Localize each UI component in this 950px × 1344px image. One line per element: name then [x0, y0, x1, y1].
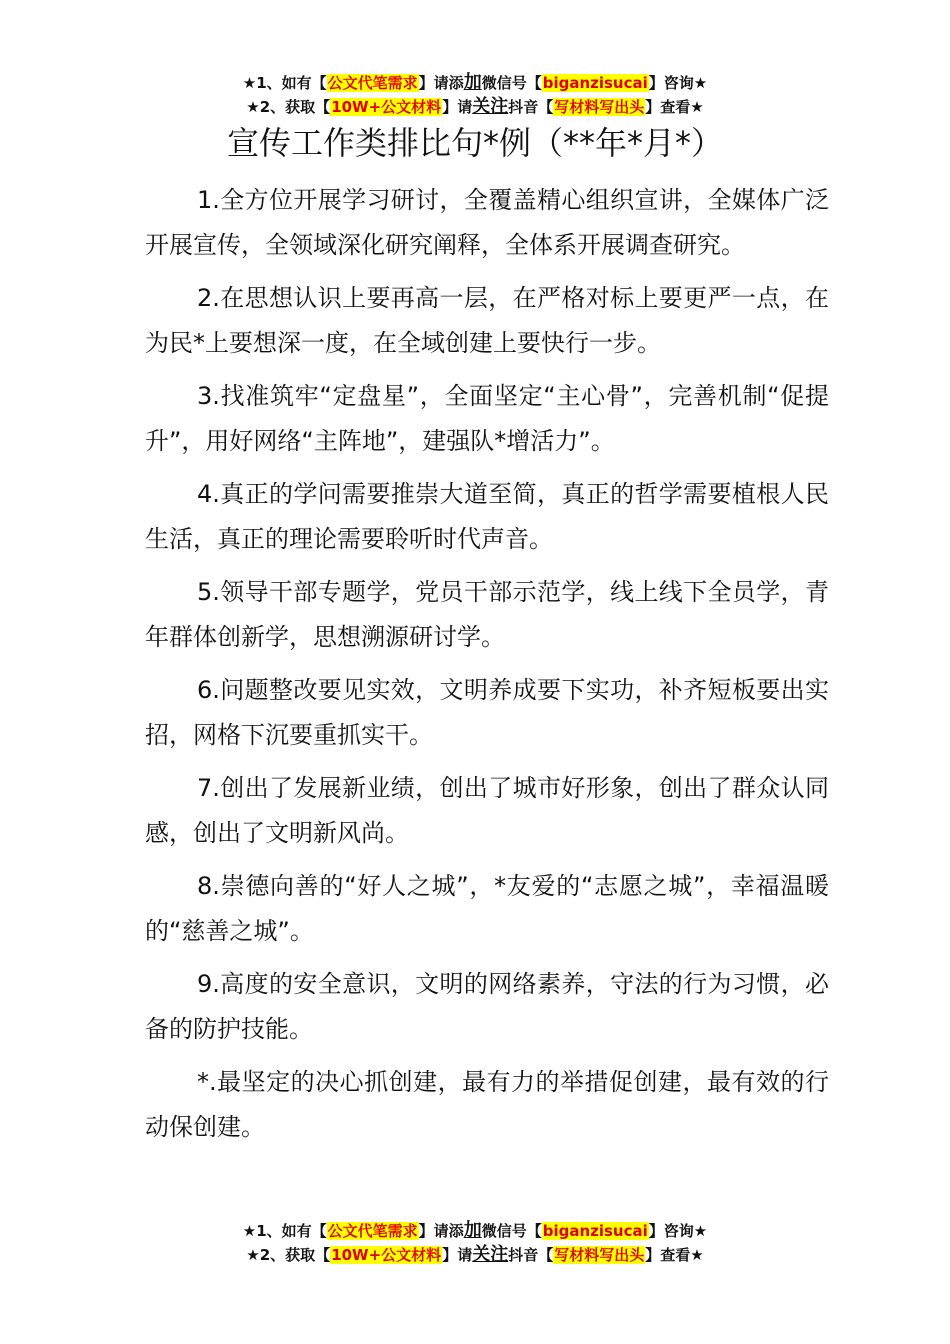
banner-line-2: ★2、获取【10W+公文材料】请关注抖音【写材料写出头】查看★ — [246, 96, 704, 117]
banner-line-1: ★1、如有【公文代笔需求】请添加微信号【biganzisucai】咨询★ — [242, 72, 708, 93]
highlight-douyin: 写材料写出头 — [554, 98, 645, 116]
paragraph-1: 1.全方位开展学习研讨，全覆盖精心组织宣讲，全媒体广泛开展宣传，全领域深化研究阐释，全体系开展调查研究。 — [145, 186, 829, 259]
highlight-service: 公文代笔需求 — [327, 74, 418, 92]
paragraph-10: *.最坚定的决心抓创建，最有力的举措促创建，最有效的行动保创建。 — [145, 1068, 829, 1141]
paragraph-8: 8.崇德向善的“好人之城”，*友爱的“志愿之城”，幸福温暖的“慈善之城”。 — [145, 872, 829, 945]
paragraph-2: 2.在思想认识上要再高一层，在严格对标上要更严一点，在为民*上要想深一度，在全域创建上要快行一步。 — [145, 284, 829, 357]
document-title: 宣传工作类排比句*例（**年*月*） — [226, 124, 723, 162]
highlight-materials: 10W+公文材料 — [331, 98, 442, 116]
banner-line-1: ★1、如有【公文代笔需求】请添加微信号【biganzisucai】咨询★ — [242, 1220, 708, 1241]
highlight-service: 公文代笔需求 — [327, 1222, 418, 1240]
banner-line-2: ★2、获取【10W+公文材料】请关注抖音【写材料写出头】查看★ — [246, 1244, 704, 1265]
highlight-douyin: 写材料写出头 — [554, 1246, 645, 1264]
highlight-wechat-id: biganzisucai — [542, 1222, 648, 1240]
paragraph-9: 9.高度的安全意识，文明的网络素养，守法的行为习惯，必备的防护技能。 — [145, 970, 829, 1043]
paragraph-3: 3.找准筑牢“定盘星”，全面坚定“主心骨”，完善机制“促提升”，用好网络“主阵地”，建强队*增活力”。 — [145, 382, 829, 455]
paragraph-6: 6.问题整改要见实效，文明养成要下实功，补齐短板要出实招，网格下沉要重抓实干。 — [145, 676, 829, 749]
highlight-wechat-id: biganzisucai — [542, 74, 648, 92]
footer-banner — [0, 1219, 950, 1267]
document-body — [145, 178, 829, 1158]
highlight-materials: 10W+公文材料 — [331, 1246, 442, 1264]
paragraph-4: 4.真正的学问需要推崇大道至简，真正的哲学需要植根人民生活，真正的理论需要聆听时代声音。 — [145, 480, 829, 553]
header-banner — [0, 71, 950, 119]
paragraph-5: 5.领导干部专题学，党员干部示范学，线上线下全员学，青年群体创新学，思想溯源研讨学。 — [145, 578, 829, 651]
paragraph-7: 7.创出了发展新业绩，创出了城市好形象，创出了群众认同感，创出了文明新风尚。 — [145, 774, 829, 847]
